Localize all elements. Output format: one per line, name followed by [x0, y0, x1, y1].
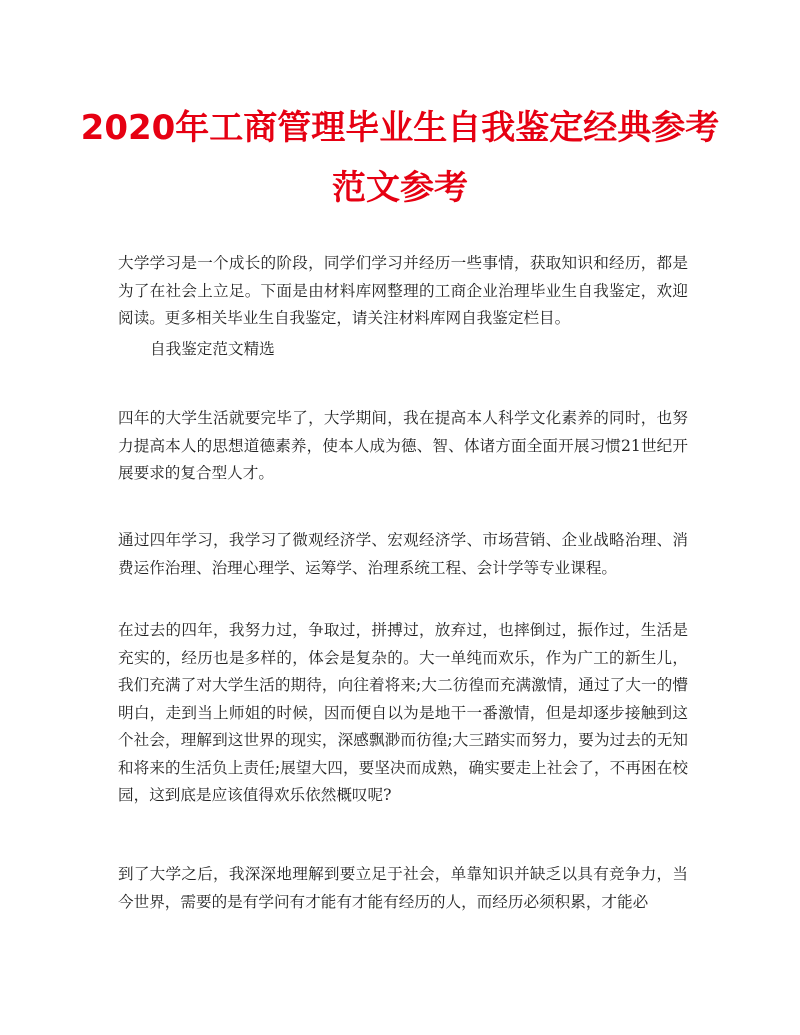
- body-paragraph-4: 到了大学之后，我深深地理解到要立足于社会，单靠知识并缺乏以具有竞争力，当今世界，需要的是有学问有才能有才能有经历的人，而经历必须积累，才能必: [118, 865, 688, 911]
- body-paragraph-1: 四年的大学生活就要完毕了，大学期间，我在提高本人科学文化素养的同时，也努力提高本人的思想道德素养，使本人成为德、智、体诸方面全面开展习惯21世纪开展要求的复合型人才。: [118, 409, 688, 482]
- document-title-line-2: 范文参考: [332, 168, 468, 208]
- intro-paragraph: 大学学习是一个成长的阶段，同学们学习并经历一些事情，获取知识和经历，都是为了在社会上立足。下面是由材料库网整理的工商企业治理毕业生自我鉴定，欢迎阅读。更多相关毕业生自我鉴定，请关注材料库网自我鉴定栏目。: [118, 254, 688, 327]
- document-title-line-1: 2020年工商管理毕业生自我鉴定经典参考: [80, 108, 720, 148]
- section-heading: 自我鉴定范文精选: [150, 340, 275, 358]
- body-paragraph-3: 在过去的四年，我努力过，争取过，拼搏过，放弃过，也摔倒过，振作过，生活是充实的，经历也是多样的，体会是复杂的。大一单纯而欢乐，作为广工的新生儿，我们充满了对大学生活的期待，向往着将来;大二彷徨而充满激情，通过了大一的懵明白，走到当上师姐的时候，因而便自以为是地干一番激情，但是却逐步接触到这个社会，理解到这世界的现实，深感飘渺而彷徨;大三踏实而努力，要为过去的无知和将来的生活负上责任;展望大四，要坚决而成熟，确实要走上社会了，不再困在校园，这到底是应该值得欢乐依然概叹呢?: [118, 621, 688, 804]
- body-paragraph-2: 通过四年学习，我学习了微观经济学、宏观经济学、市场营销、企业战略治理、消费运作治理、治理心理学、运筹学、治理系统工程、会计学等专业课程。: [118, 531, 688, 577]
